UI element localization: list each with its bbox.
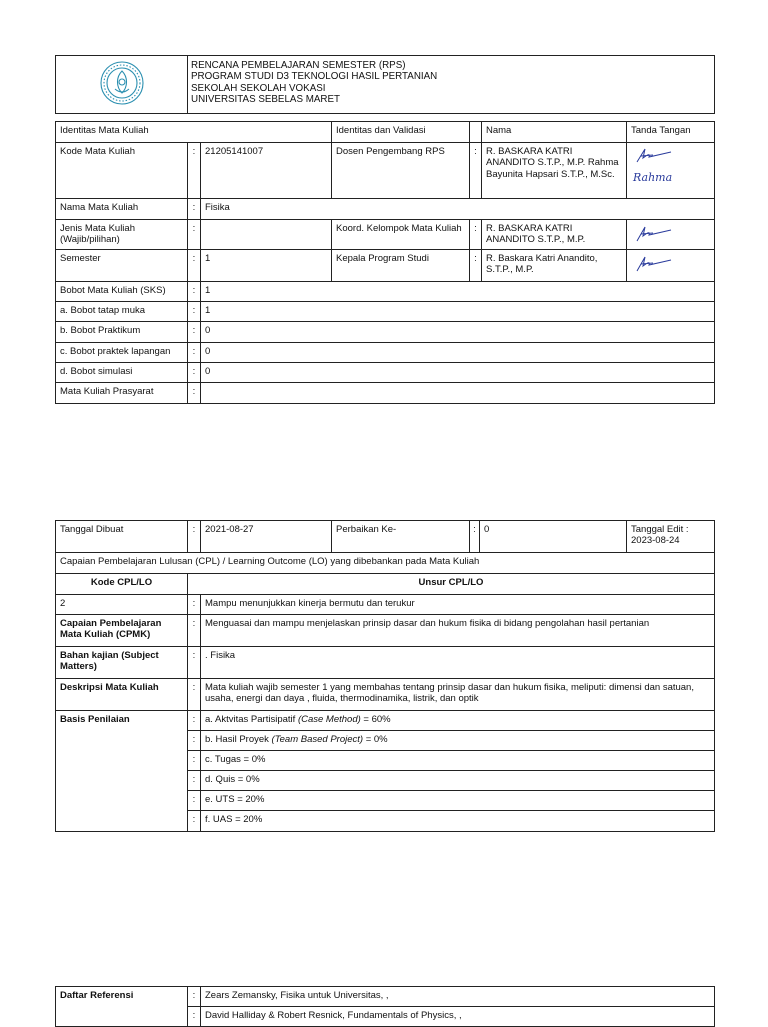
cpmk-label: Capaian Pembelajaran Mata Kuliah (CPMK) <box>56 615 188 647</box>
tatap-value: 1 <box>201 302 715 322</box>
colon: : <box>188 220 201 250</box>
cpl-text: Mampu menunjukkan kinerja bermutu dan terukur <box>201 595 715 615</box>
header-line-1: RENCANA PEMBELAJARAN SEMESTER (RPS) <box>191 60 406 71</box>
tanggal-edit-label: Tanggal Edit : <box>631 524 689 535</box>
signature-icon <box>631 253 675 275</box>
kode-cpl-header: Kode CPL/LO <box>56 574 188 595</box>
kode-value: 21205141007 <box>201 143 332 199</box>
cpl-code: 2 <box>56 595 188 615</box>
kaprodi-name: R. Baskara Katri Anandito, S.T.P., M.P. <box>482 250 627 282</box>
header-line-3: SEKOLAH SEKOLAH VOKASI <box>191 82 326 94</box>
cpl-table <box>55 520 715 832</box>
koord-label: Koord. Kelompok Mata Kuliah <box>332 220 470 250</box>
basis-item: d. Quis = 0% <box>201 771 715 791</box>
prasyarat-label: Mata Kuliah Prasyarat <box>56 383 188 404</box>
colon: : <box>188 595 201 615</box>
basis-item: c. Tugas = 0% <box>201 751 715 771</box>
colon: : <box>188 250 201 282</box>
colon: : <box>188 521 201 553</box>
colon: : <box>188 1007 201 1027</box>
header-title-block <box>188 56 715 114</box>
sks-label: Bobot Mata Kuliah (SKS) <box>56 282 188 302</box>
semester-value: 1 <box>201 250 332 282</box>
col-tanda-tangan: Tanda Tangan <box>627 122 715 143</box>
colon: : <box>188 771 201 791</box>
cpl-title: Capaian Pembelajaran Lulusan (CPL) / Learning Outcome (LO) yang dibebankan pada Mata Kuliah <box>56 553 715 574</box>
colon: : <box>188 343 201 363</box>
col-validasi: Identitas dan Validasi <box>332 122 470 143</box>
prasyarat-value <box>201 383 715 404</box>
header-line-4: UNIVERSITAS SEBELAS MARET <box>191 93 340 105</box>
referensi-table <box>55 986 715 1027</box>
identity-table <box>55 121 715 404</box>
basis-label: Basis Penilaian <box>56 711 188 832</box>
praktikum-value: 0 <box>201 322 715 343</box>
bahan-text: . Fisika <box>201 647 715 679</box>
colon: : <box>188 143 201 199</box>
cpmk-text: Menguasai dan mampu menjelaskan prinsip dasar dan hukum fisika di bidang pengolahan hasil pertanian <box>201 615 715 647</box>
colon: : <box>188 987 201 1007</box>
col-identitas: Identitas Mata Kuliah <box>56 122 332 143</box>
basis-item: e. UTS = 20% <box>201 791 715 811</box>
header-table <box>55 55 715 114</box>
nama-value: Fisika <box>201 199 715 220</box>
colon: : <box>470 250 482 282</box>
sks-value: 1 <box>201 282 715 302</box>
simulasi-value: 0 <box>201 363 715 383</box>
colon: : <box>188 791 201 811</box>
colon: : <box>188 363 201 383</box>
dosen-names: R. BASKARA KATRI ANANDITO S.T.P., M.P. Rahma Bayunita Hapsari S.T.P., M.Sc. <box>482 143 627 199</box>
koord-name: R. BASKARA KATRI ANANDITO S.T.P., M.P. <box>482 220 627 250</box>
nama-label: Nama Mata Kuliah <box>56 199 188 220</box>
basis-item: f. UAS = 20% <box>201 811 715 832</box>
deskripsi-label: Deskripsi Mata Kuliah <box>56 679 188 711</box>
kaprodi-signature <box>627 250 715 282</box>
colon: : <box>470 220 482 250</box>
colon: : <box>188 811 201 832</box>
basis-item: b. Hasil Proyek (Team Based Project) = 0% <box>201 731 715 751</box>
simulasi-label: d. Bobot simulasi <box>56 363 188 383</box>
colon: : <box>188 322 201 343</box>
koord-signature <box>627 220 715 250</box>
kode-label: Kode Mata Kuliah <box>56 143 188 199</box>
kaprodi-label: Kepala Program Studi <box>332 250 470 282</box>
basis-item: a. Aktvitas Partisipatif (Case Method) = 60% <box>201 711 715 731</box>
signature-icon <box>631 223 675 245</box>
colon: : <box>188 383 201 404</box>
lapangan-value: 0 <box>201 343 715 363</box>
perbaikan-value: 0 <box>480 521 627 553</box>
colon: : <box>188 302 201 322</box>
dosen-label: Dosen Pengembang RPS <box>332 143 470 199</box>
svg-text:Rahma: Rahma <box>633 171 673 184</box>
unsur-cpl-header: Unsur CPL/LO <box>188 574 715 595</box>
logo-cell <box>56 56 188 114</box>
colon: : <box>188 731 201 751</box>
referensi-label: Daftar Referensi <box>56 987 188 1027</box>
colon: : <box>188 282 201 302</box>
referensi-item: David Halliday & Robert Resnick, Fundamentals of Physics, , <box>201 1007 715 1027</box>
colon: : <box>188 199 201 220</box>
deskripsi-text: Mata kuliah wajib semester 1 yang membahas tentang prinsip dasar dan hukum fisika, meliputi: dimensi dan satuan, usaha, energi dan daya , fluida, thermodinamika, listrik, dan optik <box>201 679 715 711</box>
dosen-signatures <box>627 143 715 199</box>
tanggal-value: 2021-08-27 <box>201 521 332 553</box>
perbaikan-label: Perbaikan Ke- <box>332 521 470 553</box>
semester-label: Semester <box>56 250 188 282</box>
signature-icon <box>631 146 675 166</box>
col-nama: Nama <box>482 122 627 143</box>
colon: : <box>188 647 201 679</box>
tatap-label: a. Bobot tatap muka <box>56 302 188 322</box>
tanggal-edit <box>627 521 715 553</box>
tanggal-label: Tanggal Dibuat <box>56 521 188 553</box>
praktikum-label: b. Bobot Praktikum <box>56 322 188 343</box>
colon: : <box>188 751 201 771</box>
lapangan-label: c. Bobot praktek lapangan <box>56 343 188 363</box>
colon: : <box>188 679 201 711</box>
tanggal-edit-value: 2023-08-24 <box>631 535 680 547</box>
header-line-2: PROGRAM STUDI D3 TEKNOLOGI HASIL PERTANIAN <box>191 71 438 83</box>
jenis-label: Jenis Mata Kuliah (Wajib/pilihan) <box>56 220 188 250</box>
university-seal-icon <box>98 59 146 107</box>
bahan-label: Bahan kajian (Subject Matters) <box>56 647 188 679</box>
jenis-value <box>201 220 332 250</box>
signature-icon <box>631 166 675 186</box>
colon: : <box>188 711 201 731</box>
colon: : <box>188 615 201 647</box>
colon: : <box>470 521 480 553</box>
referensi-item: Zears Zemansky, Fisika untuk Universitas, , <box>201 987 715 1007</box>
colon: : <box>470 143 482 199</box>
